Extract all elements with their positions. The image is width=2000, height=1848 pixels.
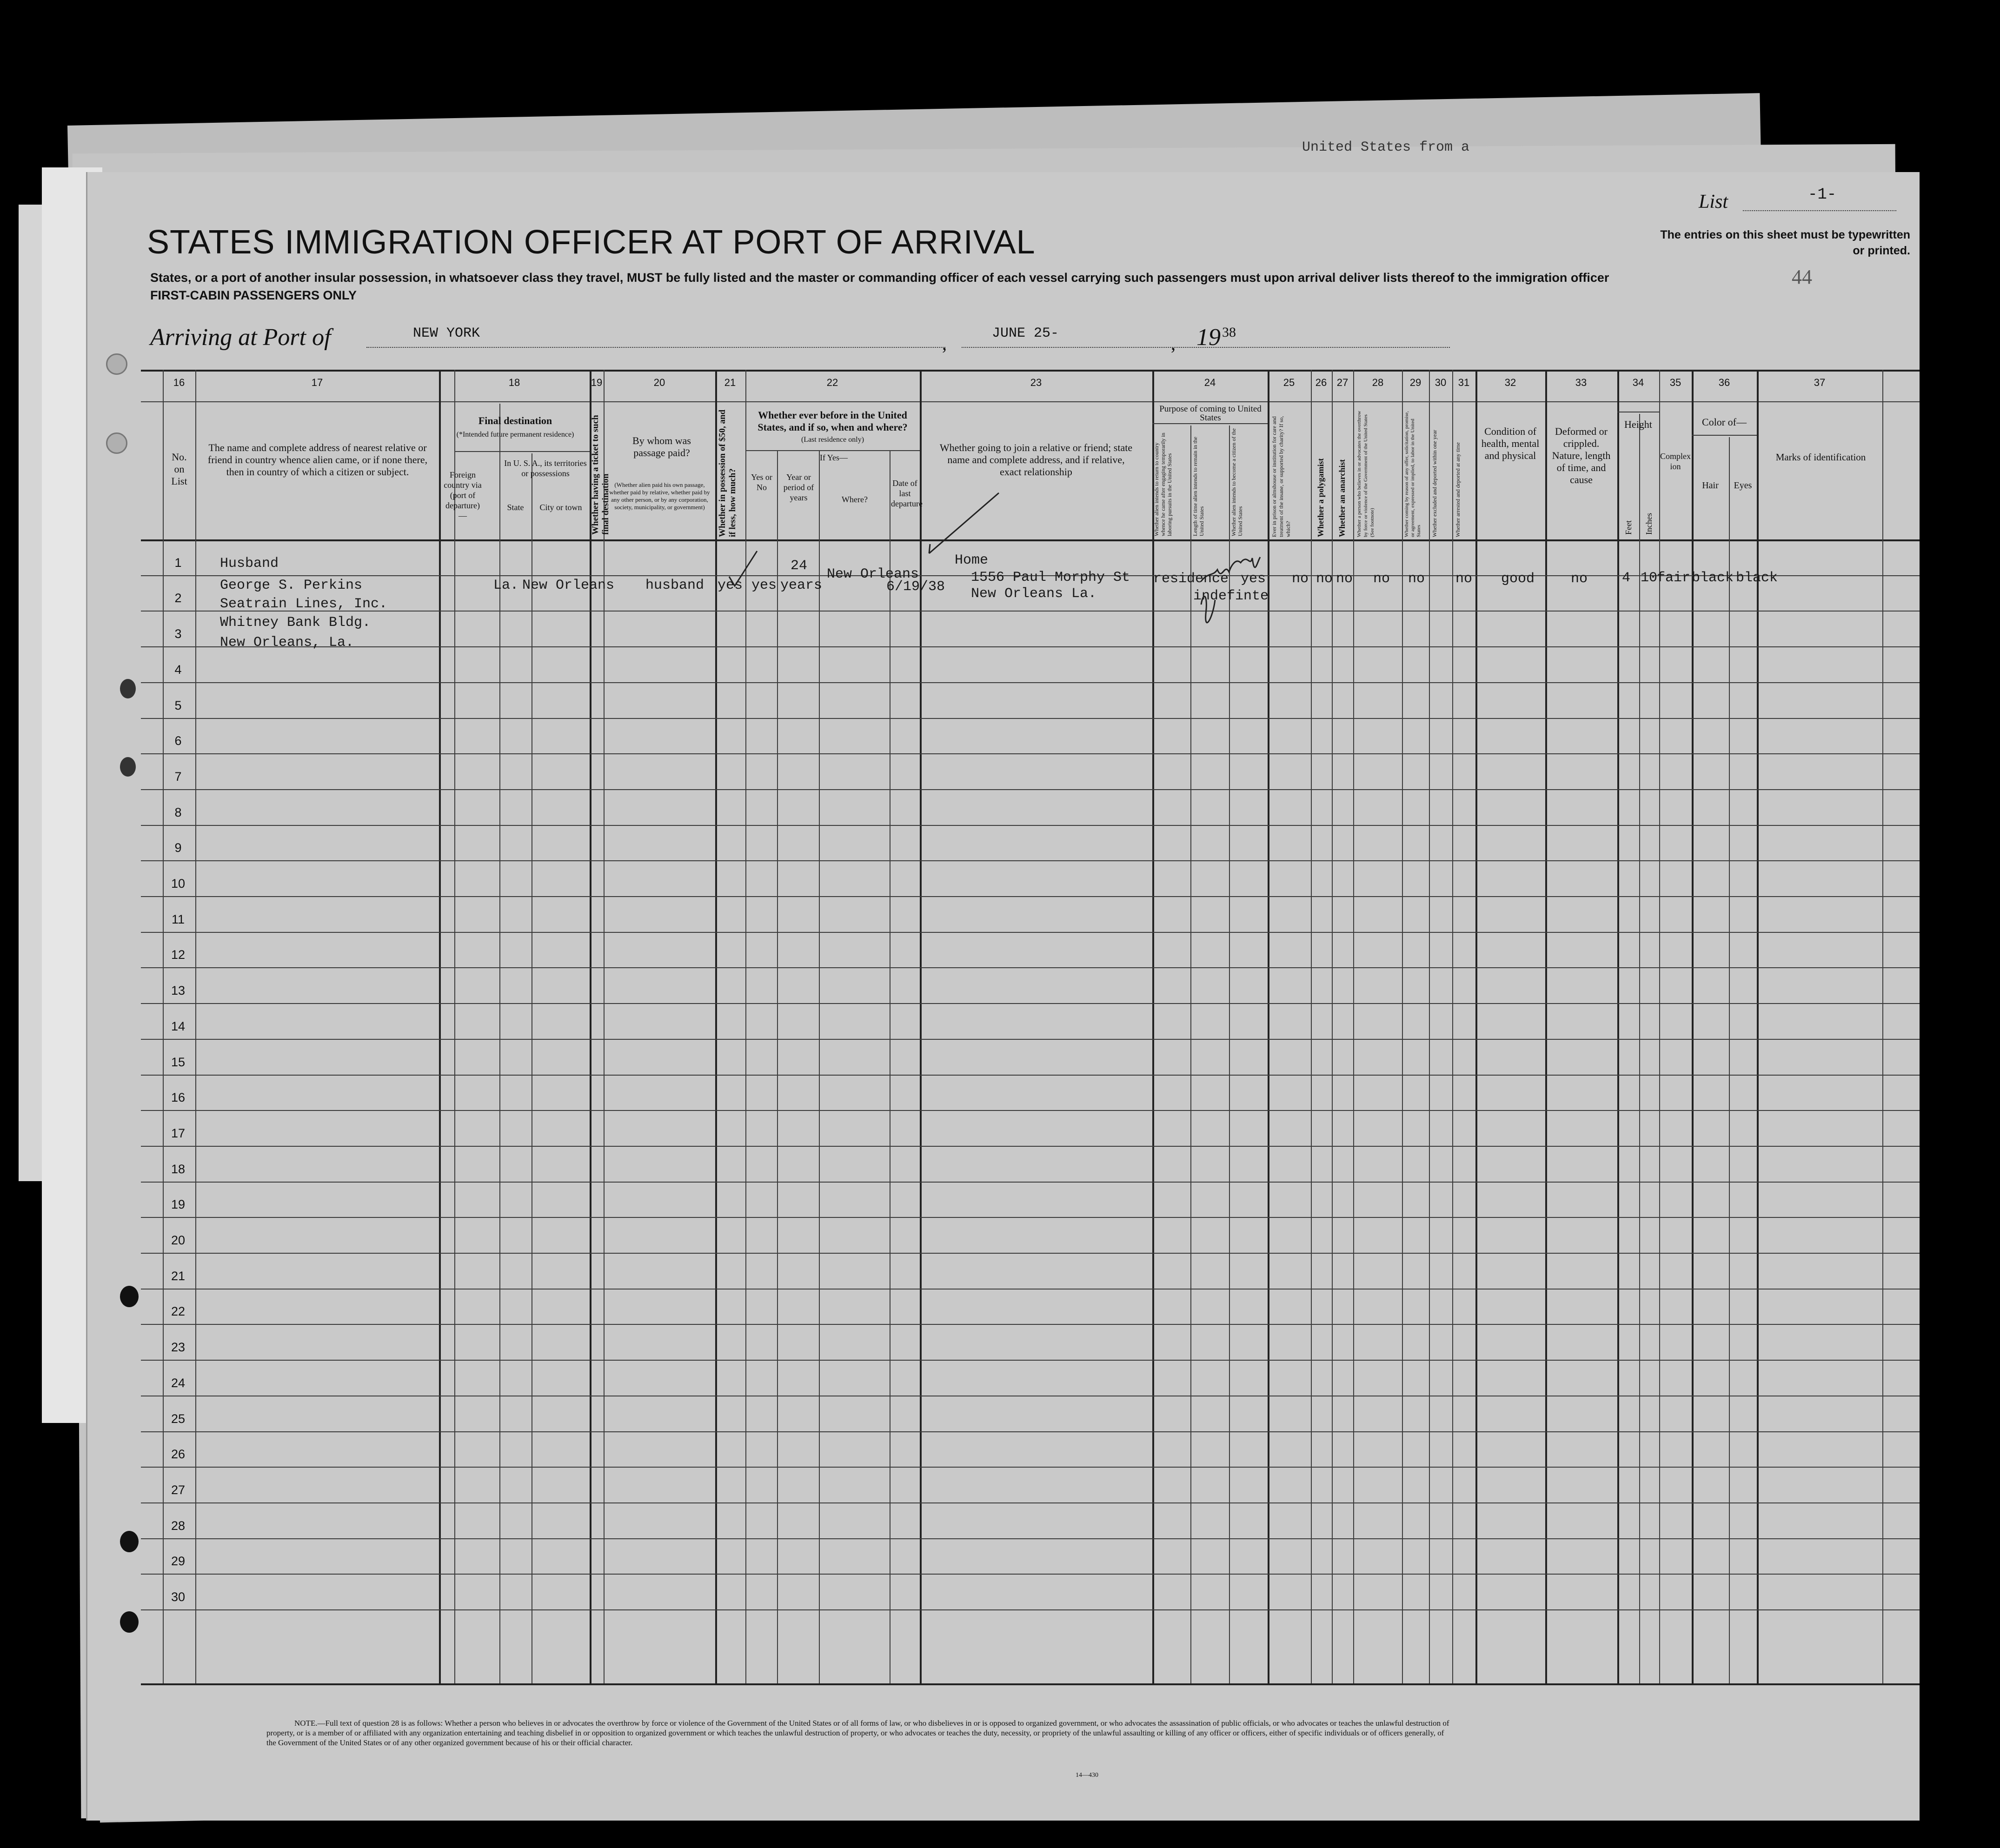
last-departure-date: 6/19/38 [886, 579, 945, 595]
relative-line: New Orleans, La. [220, 635, 354, 651]
row-number: 19 [171, 1197, 186, 1212]
deformed-answer: no [1571, 571, 1588, 587]
row-number: 1 [174, 555, 182, 570]
header-hair: Hair [1702, 480, 1719, 491]
list-number: -1- [1808, 186, 1837, 204]
row-number: 18 [171, 1162, 186, 1176]
relative-line: Seatrain Lines, Inc. [220, 596, 388, 612]
list-label: List [1699, 191, 1728, 213]
row-number: 7 [174, 769, 182, 784]
header-prison: Ever in prison or almshouse or institution for care and treatment of the insane, or supported by charity? If so, which? [1271, 416, 1291, 537]
column-number: 32 [1504, 377, 1516, 388]
has-50-dollars: yes [718, 578, 743, 593]
class-line: FIRST-CABIN PASSENGERS ONLY [150, 288, 357, 302]
header-where: Where? [842, 495, 868, 504]
row-line [141, 1609, 1920, 1610]
header-passage-paid: By whom was passage paid? [632, 435, 691, 459]
header-color: Color of— [1702, 416, 1747, 428]
health-answer: good [1501, 571, 1535, 587]
header-yes-or-no: Yes or No [751, 472, 772, 492]
header-foreign-country: Foreign country via (port of departure)— [444, 470, 482, 520]
header-purpose-citizen: Whether alien intends to become a citizen of the United States [1230, 428, 1243, 536]
row-line [141, 1110, 1920, 1111]
destination-city: New Orleans [522, 578, 615, 593]
row-number: 27 [171, 1482, 186, 1497]
row-number: 11 [171, 912, 185, 926]
comma: , [942, 333, 947, 354]
row-line [141, 1075, 1920, 1076]
ever-before-yes: yes [751, 578, 777, 593]
column-number: 35 [1669, 377, 1681, 388]
hair-color: black [1692, 570, 1734, 586]
relative-line: George S. Perkins [220, 578, 363, 593]
row-line [141, 1253, 1920, 1254]
form-number: 14—430 [1076, 1772, 1098, 1779]
header-eyes: Eyes [1734, 480, 1752, 491]
header-marks: Marks of identification [1775, 452, 1866, 463]
column-number: 31 [1458, 377, 1470, 388]
header-final-destination-note: (*Intended future permanent residence) [456, 431, 574, 439]
column-number: 23 [1030, 377, 1042, 388]
years-label: years [780, 578, 823, 593]
row-number: 13 [171, 984, 186, 998]
row-line [141, 1039, 1920, 1040]
row-number: 10 [171, 877, 186, 891]
header-state: State [507, 503, 524, 512]
header-no-on-list: No. on List [171, 451, 187, 487]
row-line [141, 932, 1920, 933]
row-line [141, 1538, 1920, 1539]
row-line [141, 1467, 1920, 1468]
row-line [141, 1146, 1920, 1147]
header-ever-before: Whether ever before in the United States, and if so, when and where? [757, 409, 908, 433]
header-arrested-deported: Whether arrested and deported at any time [1455, 442, 1461, 537]
row-number: 21 [171, 1269, 186, 1283]
year-suffix: 38 [1222, 325, 1236, 340]
column-number: 34 [1632, 377, 1644, 388]
row-number: 28 [171, 1518, 186, 1533]
intends-citizen: yes [1241, 571, 1266, 587]
column-number: 29 [1409, 377, 1422, 388]
row-line [141, 753, 1920, 754]
signature-scribble [1201, 557, 1260, 623]
header-if-yes: If Yes— [819, 453, 848, 462]
header-polygamist: Whether a polygamist [1316, 458, 1325, 537]
header-anarchist: Whether an anarchist [1337, 459, 1347, 537]
header-labor-offer: Whether coming by reason of any offer, solicitation, promise, or agreement, expressed or implied, to labor in the United States [1404, 411, 1422, 537]
column-number: 17 [311, 377, 323, 388]
row-line [141, 1182, 1920, 1183]
header-deformed: Deformed or crippled. Nature, length of time, and cause [1552, 425, 1611, 485]
header-purpose-return: Whether alien intends to return to country whence he came after engaging temporarily in laboring pursuits in the United States [1153, 432, 1173, 536]
column-number: 25 [1283, 377, 1295, 388]
row-number: 17 [171, 1126, 186, 1140]
row-number: 9 [174, 841, 182, 855]
comma: , [1171, 333, 1176, 354]
join-line: 1556 Paul Morphy St [971, 570, 1130, 585]
row-number: 12 [171, 948, 186, 962]
port-value: NEW YORK [413, 326, 480, 341]
header-year-period: Year or period of years [783, 472, 814, 502]
row-line [141, 967, 1920, 968]
join-line: New Orleans La. [971, 586, 1097, 602]
row-number: 29 [171, 1554, 186, 1569]
column-number: 28 [1372, 377, 1384, 388]
punch-hole [120, 1286, 139, 1307]
manifest-sheet [86, 172, 1920, 1821]
row-number: 5 [174, 698, 182, 712]
row-line [141, 1324, 1920, 1325]
sheet-number: 44 [1792, 266, 1812, 288]
page-title: STATES IMMIGRATION OFFICER AT PORT OF ARRIVAL [147, 224, 1036, 261]
header-in-usa: In U. S. A., its territories or possessions [504, 459, 587, 478]
row-number: 14 [171, 1019, 186, 1033]
row-line [141, 1502, 1920, 1503]
header-purpose: Purpose of coming to United States [1159, 404, 1262, 423]
destination-state: La. [493, 578, 519, 593]
punch-hole [120, 1531, 139, 1552]
column-number: 24 [1204, 377, 1216, 388]
column-number: 27 [1336, 377, 1349, 388]
row-line [141, 1217, 1920, 1218]
date-value: JUNE 25- [992, 326, 1059, 341]
column-number: 18 [508, 377, 520, 388]
purpose-value: residence [1153, 571, 1229, 587]
row-line [141, 896, 1920, 897]
header-height: Height [1624, 419, 1652, 430]
relative-line: Husband [220, 556, 279, 572]
arriving-label: Arriving at Port of [150, 324, 331, 351]
previous-residence: New Orleans [827, 566, 919, 582]
join-line: Home [955, 552, 989, 568]
header-final-destination: Final destination [478, 415, 552, 426]
column-number: 20 [653, 377, 665, 388]
row-line [141, 1431, 1920, 1432]
column-number: 33 [1575, 377, 1587, 388]
header-excluded-deported: Whether excluded and deported within one year [1431, 430, 1438, 537]
header-instructions: States, or a port of another insular possession, in whatsoever class they travel, MUST be fully listed and the master or commanding officer of each vessel carrying such passengers must upon arrival deliver lists thereof to the immigration officer [150, 271, 1609, 285]
row-line [141, 1360, 1920, 1361]
row-line [141, 1003, 1920, 1004]
row-line [141, 825, 1920, 826]
row-number: 23 [171, 1340, 186, 1355]
header-city: City or town [539, 503, 582, 512]
column-number: 26 [1315, 377, 1327, 388]
complexion-value: fair [1657, 570, 1691, 586]
column-number: 21 [724, 377, 736, 388]
header-inches: Inches [1644, 513, 1654, 535]
row-number: 2 [174, 591, 182, 605]
header-possession-50: Whether in possession of $50, and if less, how much? [718, 409, 738, 537]
header-ticket: Whether having a ticket to such final destination [591, 415, 611, 535]
row-number: 26 [171, 1447, 186, 1462]
row-number: 25 [171, 1411, 186, 1426]
relative-line: Whitney Bank Bldg. [220, 615, 371, 631]
labor-answer: no [1408, 571, 1425, 587]
row-line [141, 1574, 1920, 1575]
row-number: 16 [171, 1090, 186, 1105]
year-prefix: 19 [1196, 324, 1221, 351]
row-line [141, 718, 1920, 719]
length-of-stay: indefinte [1193, 588, 1269, 604]
row-number: 3 [174, 627, 182, 641]
row-number: 15 [171, 1055, 186, 1069]
column-number: 37 [1814, 377, 1826, 388]
check-mark [729, 551, 757, 586]
anarchist-answer: no [1336, 571, 1353, 587]
back-sheet-text: United States from a [1302, 140, 1470, 155]
header-join-relative: Whether going to join a relative or friend; state name and complete address, and if relative, exact relationship [939, 442, 1133, 478]
years-number: 24 [791, 558, 808, 574]
row-number: 8 [174, 805, 182, 819]
arrow-mark [929, 493, 999, 553]
header-last-departure: Date of last departure [891, 479, 923, 508]
row-number: 4 [174, 662, 182, 677]
header-ever-before-note: (Last residence only) [801, 436, 864, 444]
header-nearest-relative: The name and complete address of nearest relative or friend in country whence alien came, or if none there, then in country of which a citizen or subject. [207, 442, 428, 478]
header-passage-paid-note: (Whether alien paid his own passage, whether paid by relative, whether paid by any other person, or by any corporation, society, municipality, or government) [609, 481, 710, 511]
height-feet: 4 [1622, 570, 1631, 586]
column-number: 36 [1718, 377, 1730, 388]
row-number: 24 [171, 1376, 186, 1390]
column-number: 22 [826, 377, 838, 388]
table-bottom-border [141, 1683, 1920, 1685]
passage-paid-by: husband [645, 578, 704, 593]
overthrow-answer: no [1373, 571, 1390, 587]
footnote: NOTE.—Full text of question 28 is as follows: Whether a person who believes in or advocates the overthrow by force or violence of the Government of the United States or of all forms of law, or who disbelieves in or is opposed to organized government, or who advocates the assassination of public officials, or who advocates or teaches the unlawful destruction of property, or is a member of or affiliated with any organization entertaining and teaching disbelief in or opposition to organized government or which teaches the unlawful destruction of property, or who advocates or teaches the duty, necessity, or propriety of the unlawful assaulting or killing of any officer or officers, either of specific individuals or of officers generally, of the Government of the United States or of any other organized government because of his or their official character. [266, 1719, 1449, 1747]
header-overthrow: Whether a person who believes in or advocates the overthrow by force or violence of the Government of the United States (See footnote) [1356, 411, 1375, 537]
column-number: 30 [1435, 377, 1447, 388]
deported-answer: no [1455, 571, 1473, 587]
eye-color: black [1736, 570, 1778, 586]
handwritten-marks [87, 172, 1920, 684]
column-number: 19 [591, 377, 603, 388]
prison-answer: no [1292, 571, 1309, 587]
header-health: Condition of health, mental and physical [1481, 425, 1540, 461]
typewritten-instruction: The entries on this sheet must be typewritten or printed. [1660, 228, 1910, 257]
row-line [141, 1289, 1920, 1290]
column-number: 16 [173, 377, 185, 388]
row-number: 22 [171, 1304, 186, 1319]
row-line [141, 860, 1920, 861]
punch-hole [120, 1611, 139, 1633]
header-feet: Feet [1624, 520, 1633, 535]
header-purpose-length: Length of time alien intends to remain in the United States [1192, 437, 1205, 536]
row-number: 20 [171, 1233, 186, 1247]
row-number: 6 [174, 734, 182, 748]
header-complexion: Complexion [1660, 452, 1691, 471]
polygamist-answer: no [1316, 571, 1333, 587]
row-line [141, 789, 1920, 790]
height-inches: 10 [1641, 570, 1658, 586]
punch-hole [120, 757, 136, 777]
row-number: 30 [171, 1590, 186, 1604]
